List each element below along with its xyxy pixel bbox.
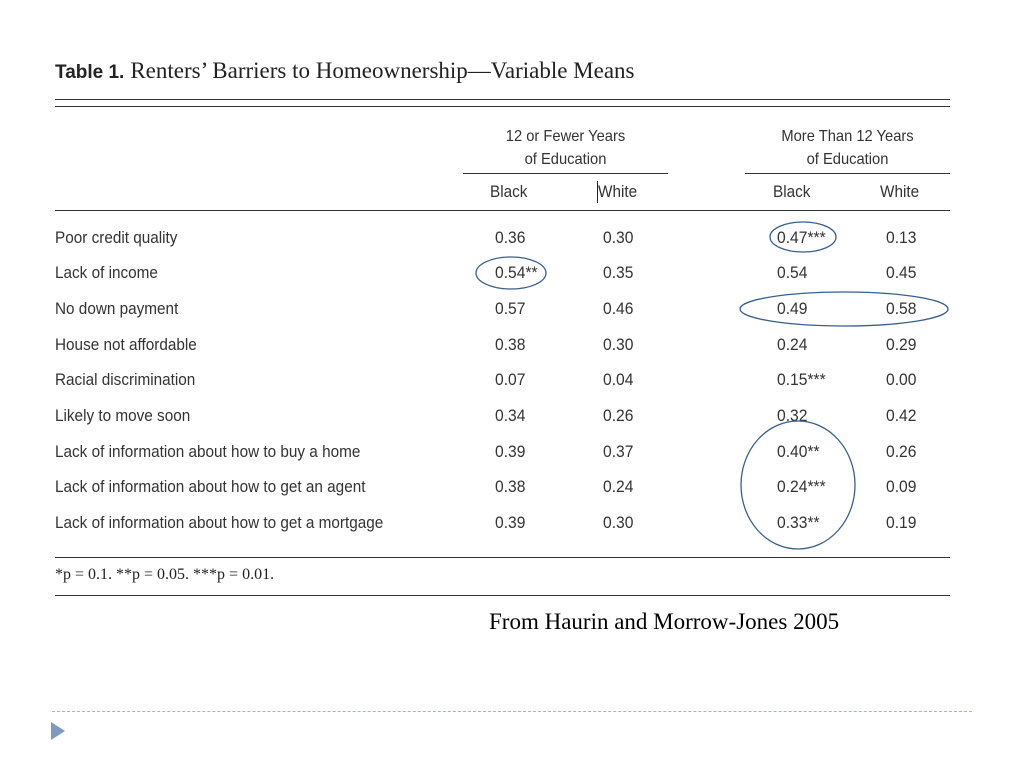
table-title-text: Renters’ Barriers to Homeownership—Variable Means xyxy=(130,58,635,83)
table-row xyxy=(0,442,1024,472)
cell-black-more: 0.24 xyxy=(777,335,808,354)
table-row xyxy=(0,263,1024,293)
row-label: House not affordable xyxy=(55,335,197,354)
cell-white-more: 0.13 xyxy=(886,228,917,247)
cell-black-more: 0.15*** xyxy=(777,370,826,389)
cell-black-fewer: 0.34 xyxy=(495,406,526,425)
cell-white-more: 0.09 xyxy=(886,477,917,496)
row-label: Lack of information about how to buy a home xyxy=(55,442,361,461)
header-rule xyxy=(55,210,950,211)
cell-white-fewer: 0.30 xyxy=(603,335,634,354)
row-label: Poor credit quality xyxy=(55,228,178,247)
cell-black-more: 0.47*** xyxy=(777,228,826,247)
table-footnote: *p = 0.1. **p = 0.05. ***p = 0.01. xyxy=(55,566,275,583)
row-label: Lack of information about how to get a mortgage xyxy=(55,513,384,532)
row-label: Likely to move soon xyxy=(55,406,191,425)
footnote-rule xyxy=(55,595,950,596)
group-header-more-line1: More Than 12 Years xyxy=(781,128,914,145)
cell-black-fewer: 0.39 xyxy=(495,513,526,532)
group-header-fewer-line1: 12 or Fewer Years xyxy=(505,128,626,145)
row-label: Lack of income xyxy=(55,263,158,282)
table-title xyxy=(55,58,635,84)
cell-white-fewer: 0.46 xyxy=(603,299,634,318)
cell-white-more: 0.26 xyxy=(886,442,917,461)
table-row xyxy=(0,406,1024,436)
column-header-white-more: White xyxy=(880,182,920,201)
column-header-black-more: Black xyxy=(773,182,811,201)
cell-black-more: 0.54 xyxy=(777,263,808,282)
group-header-more-years xyxy=(753,125,942,171)
cell-black-fewer: 0.07 xyxy=(495,370,526,389)
row-label: Racial discrimination xyxy=(55,370,196,389)
group-header-more-line2: of Education xyxy=(806,151,889,168)
cell-white-more: 0.45 xyxy=(886,263,917,282)
cell-white-more: 0.29 xyxy=(886,335,917,354)
table-row xyxy=(0,299,1024,329)
cell-black-fewer: 0.54** xyxy=(495,263,538,282)
text-cursor xyxy=(597,181,598,203)
row-label: Lack of information about how to get an agent xyxy=(55,477,366,496)
top-rule-2 xyxy=(55,106,950,107)
source-citation: From Haurin and Morrow-Jones 2005 xyxy=(489,609,840,634)
cell-black-fewer: 0.38 xyxy=(495,335,526,354)
cell-white-fewer: 0.30 xyxy=(603,513,634,532)
row-label: No down payment xyxy=(55,299,179,318)
group-header-fewer-line2: of Education xyxy=(524,151,607,168)
cell-white-more: 0.19 xyxy=(886,513,917,532)
cell-white-fewer: 0.35 xyxy=(603,263,634,282)
cell-black-fewer: 0.57 xyxy=(495,299,526,318)
cell-black-more: 0.33** xyxy=(777,513,820,532)
group-rule-fewer xyxy=(463,173,668,174)
table-row xyxy=(0,477,1024,507)
cell-black-more: 0.24*** xyxy=(777,477,826,496)
table-row xyxy=(0,513,1024,543)
cell-white-fewer: 0.24 xyxy=(603,477,634,496)
group-rule-more xyxy=(745,173,950,174)
table-row xyxy=(0,228,1024,258)
cell-black-fewer: 0.36 xyxy=(495,228,526,247)
cell-black-more: 0.40** xyxy=(777,442,820,461)
cell-white-fewer: 0.04 xyxy=(603,370,634,389)
footer-divider xyxy=(52,711,972,712)
table-row xyxy=(0,335,1024,365)
column-header-white-fewer: White xyxy=(598,182,638,201)
cell-black-more: 0.32 xyxy=(777,406,808,425)
column-header-black-fewer: Black xyxy=(490,182,528,201)
top-rule-1 xyxy=(55,99,950,100)
triangle-bullet-icon xyxy=(51,722,65,740)
cell-white-more: 0.42 xyxy=(886,406,917,425)
cell-black-fewer: 0.39 xyxy=(495,442,526,461)
table-row xyxy=(0,370,1024,400)
bottom-rule xyxy=(55,557,950,558)
table-label: Table 1. xyxy=(55,62,125,83)
cell-white-fewer: 0.26 xyxy=(603,406,634,425)
cell-white-fewer: 0.30 xyxy=(603,228,634,247)
cell-black-fewer: 0.38 xyxy=(495,477,526,496)
cell-black-more: 0.49 xyxy=(777,299,808,318)
group-header-fewer-years xyxy=(471,125,660,171)
cell-white-more: 0.58 xyxy=(886,299,917,318)
cell-white-fewer: 0.37 xyxy=(603,442,634,461)
cell-white-more: 0.00 xyxy=(886,370,917,389)
